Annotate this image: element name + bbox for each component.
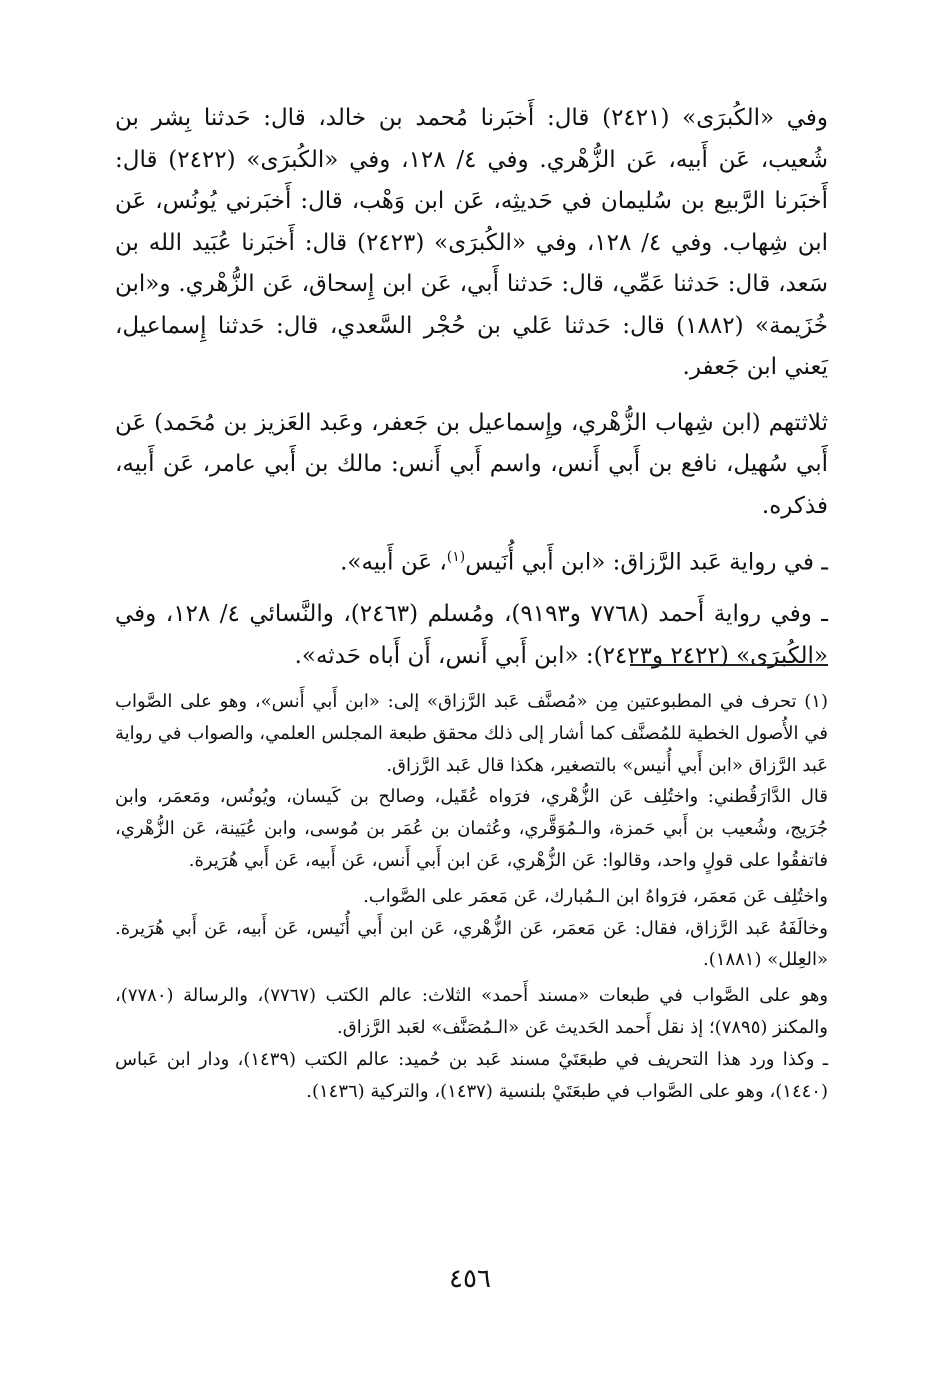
paragraph-3: [115, 537, 828, 584]
footnote-1: (١) تحرف في المطبوعتين مِن «مُصنَّف عَبد الرَّزاق» إلى: «ابن أَبي أَنس»، وهو على الصَّواب في الأُصول الخطية للمُصنَّف كما أشار إلى ذلك محقق طبعة المجلس العلمي، والصواب في رواية عَبد الرَّزاق «ابن أَبي أُنيس» بالتصغير، هكذا قال عَبد الرَّزاق.: [115, 691, 828, 776]
footnote-para-5: وهو على الصَّواب في طبعات «مسند أَحمد» الثلاث: عالم الكتب (٧٧٦٧)، والرسالة (٧٧٨٠)، والمكنز (٧٨٩٥)؛ إذ نقل أَحمد الحَديث عَن «الـمُصَنَّف» لعَبد الرَّزاق.: [115, 985, 829, 1038]
footnotes: [115, 686, 828, 1107]
footnote-para-6: ـ وكذا ورد هذا التحريف في طبعَتَيْ مسند عَبد بن حُميد: عالم الكتب (١٤٣٩)، ودار ابن عَباس (١٤٤٠)، وهو على الصَّواب في طبعَتَيْ بلنسية (١٤٣٧)، والتركية (١٤٣٦).: [115, 1048, 829, 1102]
footnote-para-4: وخالَفَهُ عَبد الرَّزاق، فقال: عَن مَعمَر، عَن الزُّهْري، عَن ابن أَبي أُنَيس، عَن أَبيه، عَن أَبي هُرَيرة. «العِلل» (١٨٨١).: [115, 917, 828, 971]
footnote-para-2: قال الدَّارَقُطني: واختُلِف عَن الزُّهْري، فرَواه عُقَيل، وصالح بن كَيسان، ويُونُس، ومَعمَر، وابن جُرَيج، وشُعيب بن أَبي حَمزة، والـمُوَقَّري، وعُثمان بن عُمَر بن مُوسى، وابن عُيَينة، عَن الزُّهْري، فاتفقُوا على قولٍ واحد، وقالوا: عَن الزُّهْري، عَن ابن أَبي أَنس، عَن أَبيه، عَن أَبي هُرَيرة.: [115, 786, 828, 871]
footnote-para-3: واختُلِف عَن مَعمَر، فرَواهُ ابن الـمُبارك، عَن مَعمَر على الصَّواب.: [363, 885, 828, 907]
main-text: [115, 98, 828, 677]
paragraph-1: وفي «الكُبرَى» (٢٤٢١) قال: أَخبَرنا مُحمد بن خالد، قال: حَدثنا بِشر بن شُعيب، عَن أَبيه، عَن الزُّهْري. وفي ٤/ ١٢٨، وفي «الكُبرَى» (٢٤٢٢) قال: أَخبَرنا الرَّبيع بن سُليمان في حَديثِه، عَن ابن وَهْب، قال: أَخبَرني يُونُس، عَن ابن شِهاب. وفي ٤/ ١٢٨، وفي «الكُبرَى» (٢٤٢٣) قال: أَخبَرنا عُبَيد الله بن سَعد، قال: حَدثنا عَمِّي، قال: حَدثنا أَبي، عَن ابن إِسحاق، عَن الزُّهْري. و«ابن خُزَيمة» (١٨٨٢) قال: حَدثنا عَلي بن حُجْر السَّعدي، قال: حَدثنا إِسماعيل، يَعني ابن جَعفر.: [115, 105, 829, 380]
paragraph-3-text-end: ، عَن أَبيه».: [340, 549, 447, 576]
footnote-divider: [630, 664, 828, 666]
paragraph-2: ثلاثتهم (ابن شِهاب الزُّهْري، وإِسماعيل بن جَعفر، وعَبد العَزيز بن مُحَمد) عَن أَبي سُهيل، نافع بن أَبي أَنس، واسم أَبي أَنس: مالك بن أَبي عامر، عَن أَبيه، فذكره.: [115, 409, 828, 519]
footnote-ref-1: (١): [446, 549, 466, 565]
page-number: ٤٥٦: [449, 1264, 491, 1294]
paragraph-4: ـ وفي رواية أَحمد (٧٧٦٨ و٩١٩٣)، ومُسلم (٢٤٦٣)، والنَّسائي ٤/ ١٢٨، وفي «الكُبرَى» (٢٤٢٢ و٢٤٢٣): «ابن أَبي أَنس، أَن أَباه حَدثه».: [115, 601, 829, 669]
paragraph-3-text-start: ـ في رواية عَبد الرَّزاق: «ابن أَبي أُنَيس: [465, 549, 828, 576]
